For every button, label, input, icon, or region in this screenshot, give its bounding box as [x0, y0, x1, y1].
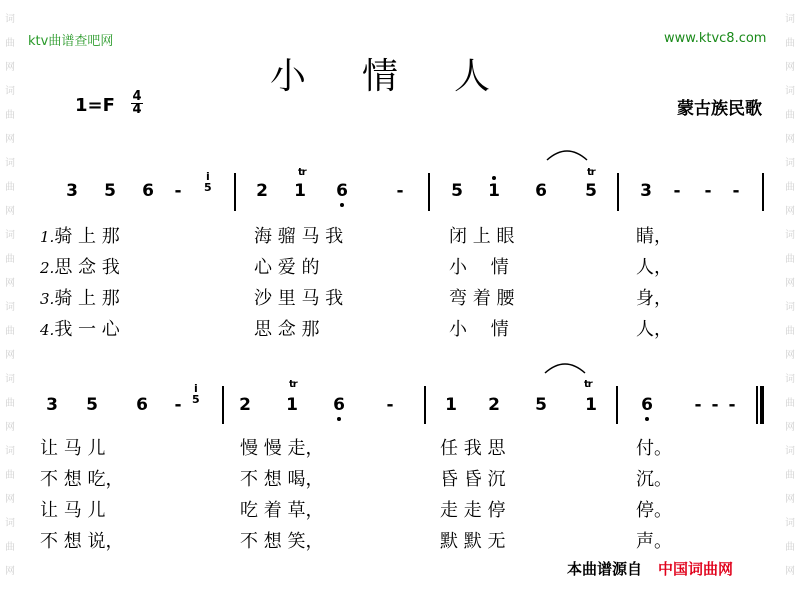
- note: 5: [86, 395, 98, 415]
- watermark-glyph: 网: [785, 350, 795, 361]
- lyric-text: 心 爱 的: [254, 257, 320, 278]
- note: 6: [535, 181, 547, 201]
- lyric-segment: [449, 315, 509, 341]
- watermark-glyph: 曲: [785, 110, 795, 121]
- note: 5: [104, 181, 116, 201]
- lyric-text: 小 情: [449, 319, 509, 340]
- watermark-glyph: 网: [785, 422, 795, 433]
- lyric-segment: [636, 253, 672, 279]
- source-credit: [567, 558, 733, 579]
- lyric-segment: [254, 284, 343, 310]
- time-sig-bottom: 4: [132, 102, 142, 117]
- trill-mark: tr: [587, 167, 595, 178]
- lyric-segment: [449, 222, 514, 248]
- lyric-text: 默 默 无: [440, 531, 506, 552]
- lyric-text: 慢 慢 走，: [240, 438, 324, 459]
- watermark-glyph: 词: [785, 86, 795, 97]
- lyric-text: 付。: [636, 438, 672, 459]
- lyric-text: 停。: [636, 500, 672, 521]
- watermark-glyph: 曲: [785, 326, 795, 337]
- watermark-glyph: 网: [5, 566, 15, 577]
- verse-number: 4.: [40, 321, 55, 339]
- lyric-text: 不 想 吃，: [40, 469, 124, 490]
- lyric-text: 思 念 我: [54, 257, 120, 278]
- sustain-dash: -: [728, 395, 736, 415]
- note: 1: [585, 395, 597, 415]
- lyric-text: 声。: [636, 531, 672, 552]
- watermark-glyph: 词: [785, 374, 795, 385]
- note: 2: [488, 395, 500, 415]
- lyric-segment: [40, 527, 123, 553]
- watermark-glyph: 曲: [5, 254, 15, 265]
- song-title: 小情人: [270, 56, 547, 97]
- lyric-text: 骑 上 那: [54, 226, 120, 247]
- lyric-segment: [440, 496, 505, 522]
- lyric-text: 思 念 那: [254, 319, 320, 340]
- watermark-glyph: 网: [5, 62, 15, 73]
- grace-note-bottom: 5: [204, 181, 212, 194]
- watermark-glyph: 曲: [5, 182, 15, 193]
- note: 6: [332, 181, 352, 201]
- sustain-dash: -: [386, 395, 394, 415]
- watermark-right: [782, 8, 798, 584]
- watermark-glyph: 曲: [785, 470, 795, 481]
- sustain-dash: -: [694, 395, 702, 415]
- note: 1: [286, 395, 298, 415]
- lyric-segment: [40, 434, 105, 460]
- watermark-glyph: 曲: [785, 38, 795, 49]
- note: 6: [637, 395, 657, 415]
- watermark-glyph: 网: [5, 206, 15, 217]
- watermark-glyph: 曲: [785, 542, 795, 553]
- watermark-glyph: 曲: [5, 38, 15, 49]
- watermark-glyph: 曲: [5, 542, 15, 553]
- slur-mark: [543, 359, 587, 375]
- lyric-segment: [240, 434, 323, 460]
- barline: [617, 173, 619, 211]
- lyric-segment: [40, 284, 120, 310]
- trill-mark: tr: [298, 167, 306, 178]
- watermark-glyph: 网: [785, 62, 795, 73]
- watermark-left: [2, 8, 18, 584]
- lyric-text: 身，: [636, 288, 672, 309]
- lyric-text: 不 想 说，: [40, 531, 124, 552]
- watermark-glyph: 词: [5, 86, 15, 97]
- note: 5: [451, 181, 463, 201]
- site-name-left[interactable]: ktv曲谱查吧网: [28, 34, 114, 49]
- lyric-text: 沉。: [636, 469, 672, 490]
- grace-note: [192, 383, 200, 405]
- lyric-segment: [40, 465, 123, 491]
- barline: [424, 386, 426, 424]
- watermark-glyph: 曲: [785, 254, 795, 265]
- watermark-glyph: 网: [785, 494, 795, 505]
- watermark-glyph: 词: [785, 518, 795, 529]
- barline: [234, 173, 236, 211]
- sustain-dash: -: [174, 181, 182, 201]
- lyric-segment: [636, 465, 672, 491]
- lyric-text: 让 马 儿: [40, 500, 106, 521]
- trill-mark: tr: [289, 379, 297, 390]
- sustain-dash: -: [673, 181, 681, 201]
- grace-note-top: i: [193, 382, 198, 395]
- lyric-text: 人，: [636, 319, 672, 340]
- watermark-glyph: 词: [785, 158, 795, 169]
- watermark-glyph: 曲: [785, 182, 795, 193]
- barline: [616, 386, 618, 424]
- slur-mark: [545, 146, 589, 162]
- note: 1: [484, 181, 504, 201]
- lyric-text: 走 走 停: [440, 500, 506, 521]
- watermark-glyph: 词: [5, 14, 15, 25]
- trill-mark: tr: [584, 379, 592, 390]
- watermark-glyph: 曲: [5, 398, 15, 409]
- lyric-segment: [40, 315, 120, 341]
- lyric-segment: [240, 496, 323, 522]
- watermark-glyph: 曲: [5, 110, 15, 121]
- lyric-segment: [440, 465, 505, 491]
- time-sig-top: 4: [132, 89, 142, 104]
- lyric-text: 海 骝 马 我: [254, 226, 344, 247]
- note: 2: [256, 181, 268, 201]
- note: 2: [239, 395, 251, 415]
- grace-note-bottom: 5: [192, 393, 200, 406]
- lyric-segment: [636, 315, 672, 341]
- lyric-text: 昏 昏 沉: [440, 469, 506, 490]
- watermark-glyph: 网: [5, 278, 15, 289]
- grace-note: [204, 171, 212, 193]
- watermark-glyph: 网: [785, 206, 795, 217]
- lyric-segment: [636, 284, 672, 310]
- watermark-glyph: 网: [5, 494, 15, 505]
- final-barline-thick: [760, 386, 764, 424]
- lyric-segment: [240, 465, 323, 491]
- lyric-text: 我 一 心: [54, 319, 120, 340]
- sustain-dash: -: [711, 395, 719, 415]
- watermark-glyph: 词: [5, 374, 15, 385]
- lyric-segment: [449, 284, 514, 310]
- note: 3: [46, 395, 58, 415]
- lyric-text: 让 马 儿: [40, 438, 106, 459]
- lyric-text: 闭 上 眼: [449, 226, 515, 247]
- grace-note-top: i: [205, 170, 210, 183]
- sustain-dash: -: [174, 395, 182, 415]
- watermark-glyph: 词: [785, 446, 795, 457]
- watermark-glyph: 网: [785, 134, 795, 145]
- verse-number: 1.: [40, 228, 55, 246]
- lyric-segment: [40, 222, 120, 248]
- lyric-segment: [449, 253, 509, 279]
- watermark-glyph: 词: [5, 230, 15, 241]
- lyric-text: 人，: [636, 257, 672, 278]
- lyric-segment: [240, 527, 323, 553]
- lyric-segment: [636, 496, 672, 522]
- lyric-segment: [40, 496, 105, 522]
- verse-number: 3.: [40, 290, 55, 308]
- lyric-text: 不 想 喝，: [240, 469, 324, 490]
- note: 6: [136, 395, 148, 415]
- watermark-glyph: 词: [785, 14, 795, 25]
- lyric-segment: [254, 315, 319, 341]
- note: 3: [66, 181, 78, 201]
- verse-number: 2.: [40, 259, 55, 277]
- watermark-glyph: 词: [5, 518, 15, 529]
- watermark-glyph: 网: [5, 350, 15, 361]
- lyric-segment: [254, 253, 319, 279]
- watermark-glyph: 网: [785, 566, 795, 577]
- barline: [222, 386, 224, 424]
- lyric-segment: [636, 434, 672, 460]
- watermark-glyph: 曲: [5, 326, 15, 337]
- final-barline-thin: [756, 386, 758, 424]
- watermark-glyph: 网: [785, 278, 795, 289]
- source-brand-link[interactable]: 中国词曲网: [658, 560, 734, 578]
- lyric-segment: [440, 527, 505, 553]
- sustain-dash: -: [396, 181, 404, 201]
- lyric-text: 任 我 思: [440, 438, 506, 459]
- lyric-text: 小 情: [449, 257, 509, 278]
- note: 6: [142, 181, 154, 201]
- source-label: 本曲谱源自: [567, 560, 643, 578]
- note: 5: [585, 181, 597, 201]
- sustain-dash: -: [732, 181, 740, 201]
- barline: [428, 173, 430, 211]
- watermark-glyph: 网: [5, 422, 15, 433]
- watermark-glyph: 曲: [785, 398, 795, 409]
- lyric-segment: [254, 222, 343, 248]
- song-origin: 蒙古族民歌: [677, 99, 762, 119]
- lyric-text: 弯 着 腰: [449, 288, 515, 309]
- lyric-text: 骑 上 那: [54, 288, 120, 309]
- lyric-segment: [440, 434, 505, 460]
- watermark-glyph: 词: [5, 302, 15, 313]
- lyric-text: 睛，: [636, 226, 672, 247]
- time-signature: [131, 91, 143, 116]
- lyric-segment: [636, 222, 672, 248]
- lyric-text: 不 想 笑，: [240, 531, 324, 552]
- lyric-segment: [636, 527, 672, 553]
- watermark-glyph: 词: [785, 230, 795, 241]
- barline: [762, 173, 764, 211]
- watermark-glyph: 词: [5, 158, 15, 169]
- lyric-text: 沙 里 马 我: [254, 288, 344, 309]
- watermark-glyph: 曲: [5, 470, 15, 481]
- site-url-right[interactable]: www.ktvc8.com: [664, 31, 767, 46]
- note: 1: [294, 181, 306, 201]
- watermark-glyph: 词: [785, 302, 795, 313]
- note: 5: [535, 395, 547, 415]
- watermark-glyph: 词: [5, 446, 15, 457]
- lyric-text: 吃 着 草，: [240, 500, 324, 521]
- watermark-glyph: 网: [5, 134, 15, 145]
- key-signature: 1=F: [75, 95, 115, 116]
- note: 3: [640, 181, 652, 201]
- lyric-segment: [40, 253, 120, 279]
- sustain-dash: -: [704, 181, 712, 201]
- note: 6: [329, 395, 349, 415]
- note: 1: [445, 395, 457, 415]
